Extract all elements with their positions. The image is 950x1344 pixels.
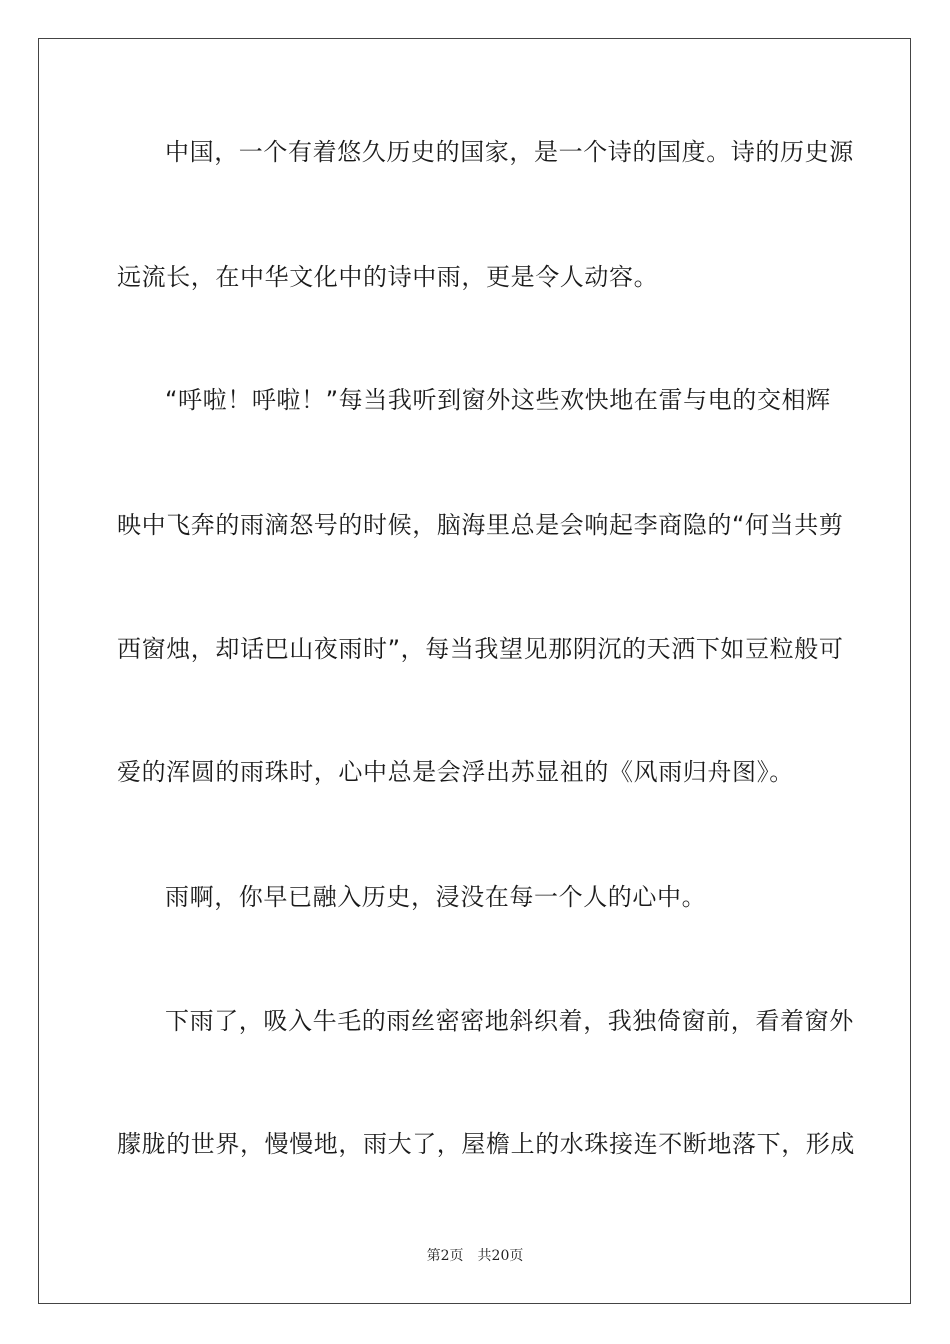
paragraph-2-line-3: 西窗烛，却话巴山夜雨时”，每当我望见那阴沉的天洒下如豆粒般可 (117, 635, 844, 663)
page-border (38, 38, 911, 1304)
paragraph-3-line-1: 雨啊，你早已融入历史，浸没在每一个人的心中。 (165, 883, 707, 911)
page-number: 第2页 (426, 1248, 464, 1264)
paragraph-2-line-1: “呼啦！呼啦！”每当我听到窗外这些欢快地在雷与电的交相辉 (165, 386, 831, 414)
page-footer (0, 1245, 950, 1265)
paragraph-2-line-4: 爱的浑圆的雨珠时，心中总是会浮出苏显祖的《风雨归舟图》。 (117, 758, 794, 786)
paragraph-2-line-2: 映中飞奔的雨滴怒号的时候，脑海里总是会响起李商隐的“何当共剪 (117, 511, 844, 539)
total-pages: 共20页 (477, 1248, 524, 1264)
paragraph-1-line-1: 中国，一个有着悠久历史的国家，是一个诗的国度。诗的历史源 (165, 138, 854, 166)
paragraph-4-line-1: 下雨了，吸入牛毛的雨丝密密地斜织着，我独倚窗前，看着窗外 (165, 1007, 854, 1035)
paragraph-4-line-2: 朦胧的世界，慢慢地，雨大了，屋檐上的水珠接连不断地落下，形成 (117, 1130, 855, 1158)
paragraph-1-line-2: 远流长，在中华文化中的诗中雨，更是令人动容。 (117, 263, 659, 291)
